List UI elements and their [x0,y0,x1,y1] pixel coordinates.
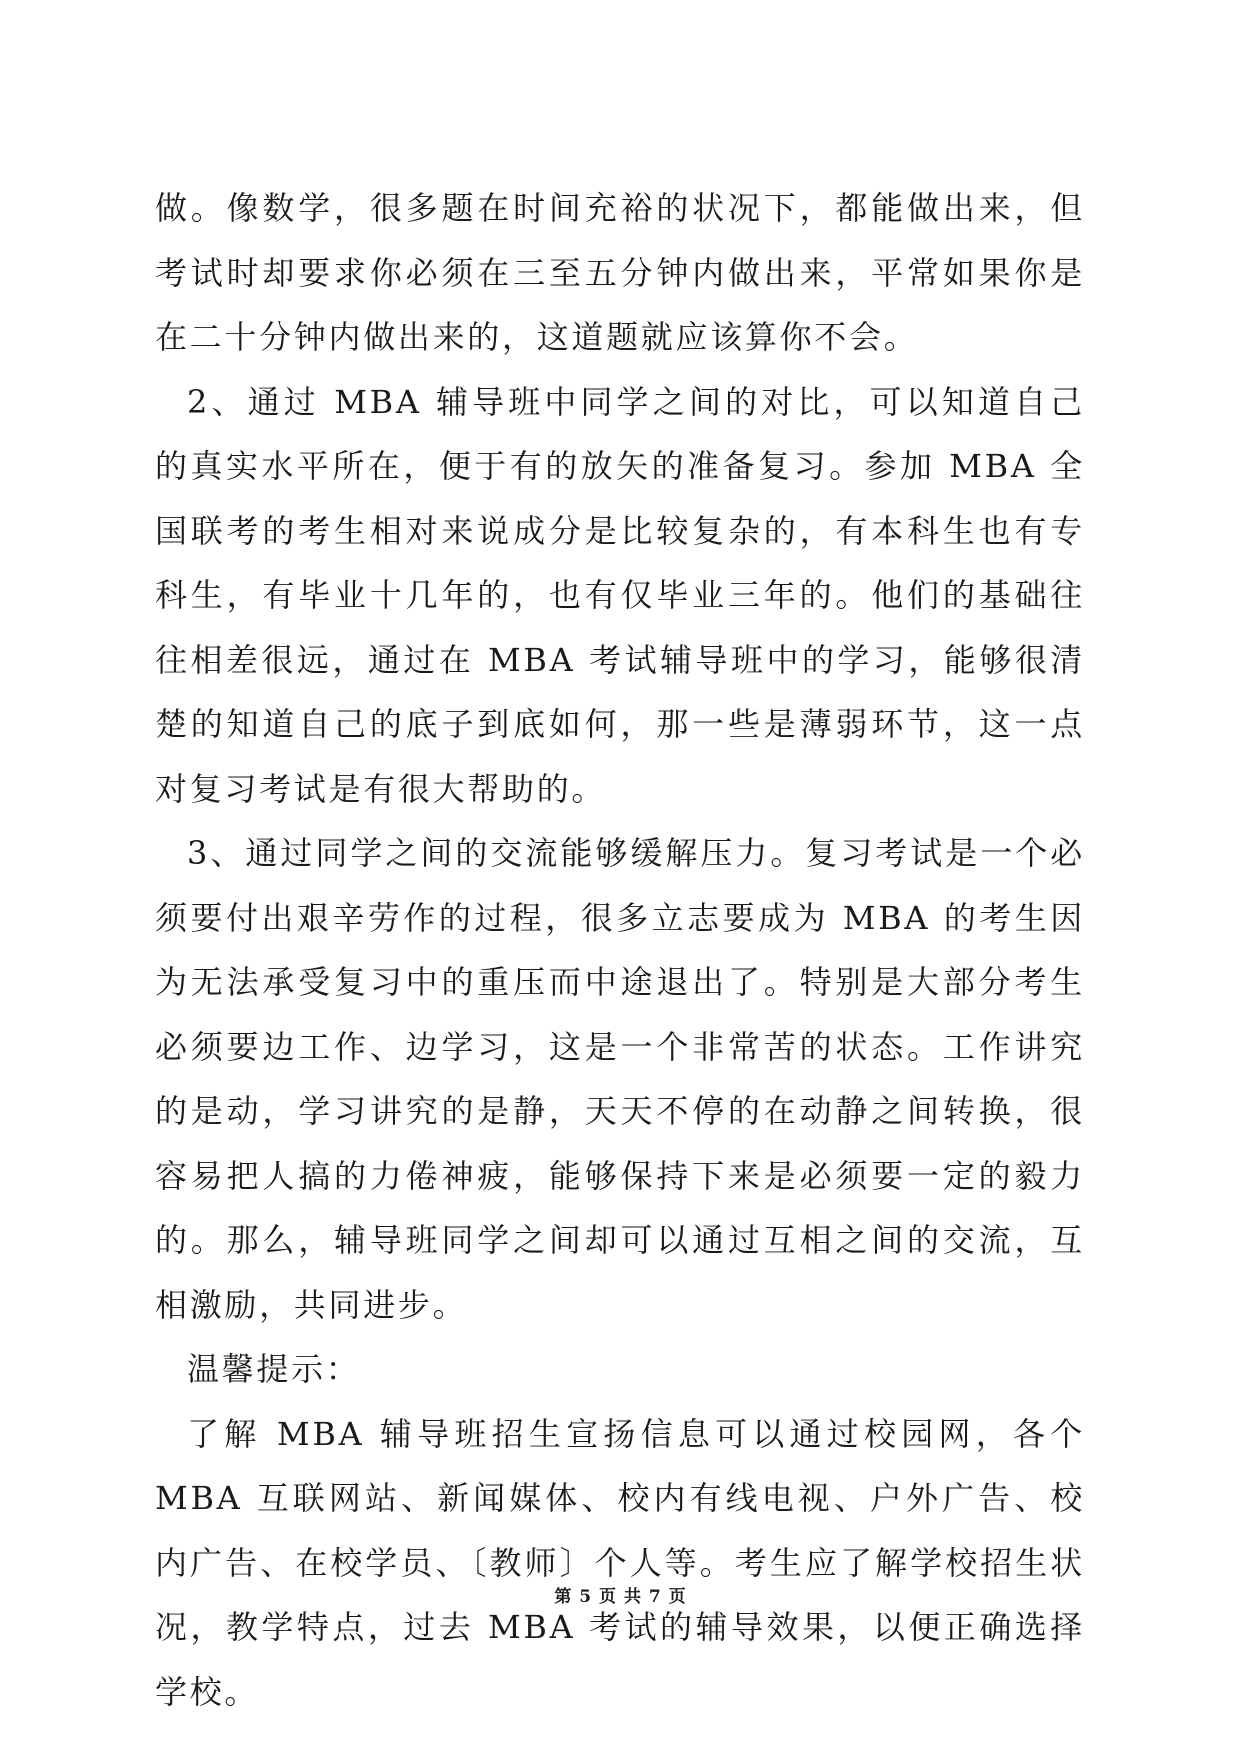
page-number-footer: 第 5 页 共 7 页 [554,1587,687,1607]
document-body [155,176,1085,1724]
paragraph-point-3: 3、通过同学之间的交流能够缓解压力。复习考试是一个必须要付出艰辛劳作的过程，很多立志要成为 MBA 的考生因为无法承受复习中的重压而中途退出了。特别是大部分考生必须要边工作、边学习，这是一个非常苦的状态。工作讲究的是动，学习讲究的是静，天天不停的在动静之间转换，很容易把人搞的力倦神疲，能够保持下来是必须要一定的毅力的。那么，辅导班同学之间却可以通过互相之间的交流，互相激励，共同进步。 [155,834,1085,1324]
paragraph-tip-heading: 温馨提示： [187,1350,361,1388]
paragraph-point-2: 2、通过 MBA 辅导班中同学之间的对比，可以知道自己的真实水平所在，便于有的放矢的准备复习。参加 MBA 全国联考的考生相对来说成分是比较复杂的，有本科生也有专科生，有毕业十几年的，也有仅毕业三年的。他们的基础往往相差很远，通过在 MBA 考试辅导班中的学习，能够很清楚的知道自己的底子到底如何，那一些是薄弱环节，这一点对复习考试是有很大帮助的。 [155,382,1085,808]
paragraph-continuation: 做。像数学，很多题在时间充裕的状况下，都能做出来，但考试时却要求你必须在三至五分钟内做出来，平常如果你是在二十分钟内做出来的，这道题就应该算你不会。 [155,189,1085,356]
paragraph-tip-body: 了解 MBA 辅导班招生宣扬信息可以通过校园网，各个 MBA 互联网站、新闻媒体、校内有线电视、户外广告、校内广告、在校学员、〔教师〕个人等。考生应了解学校招生状况，教学特点，过去 MBA 考试的辅导效果，以便正确选择学校。 [155,1414,1085,1711]
